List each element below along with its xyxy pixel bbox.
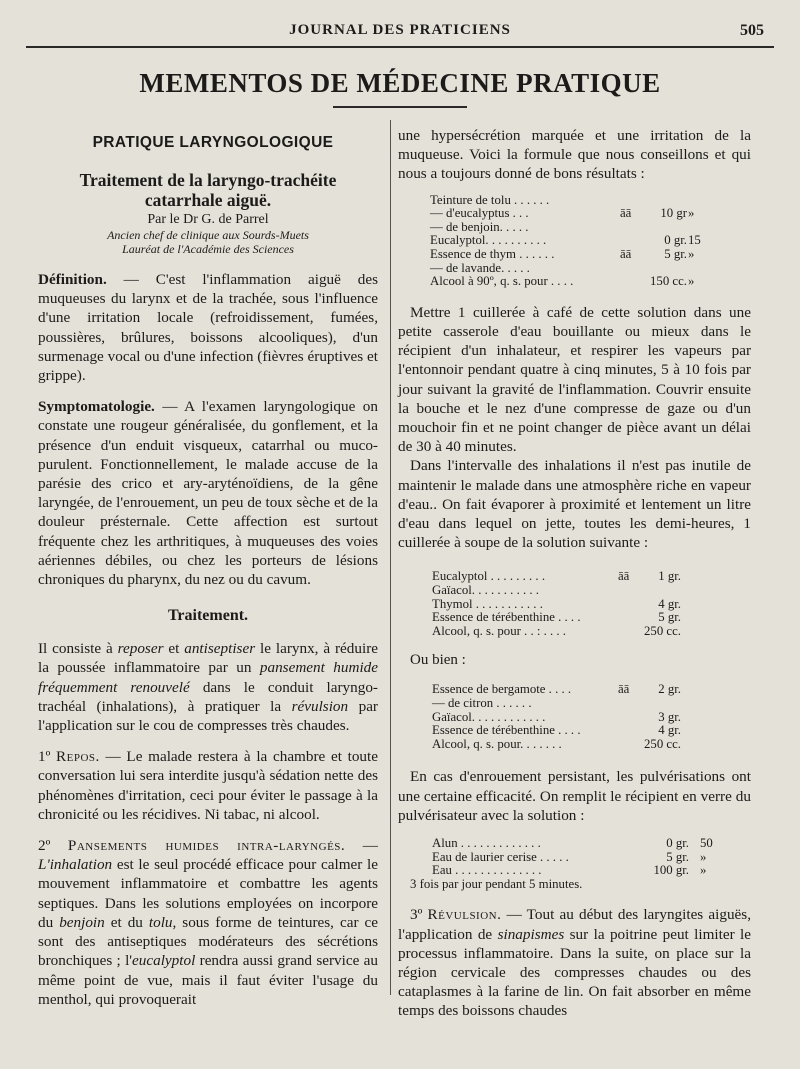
ingredient-name: Alcool, q. s. pour. . . . . . . — [432, 736, 562, 751]
ingredient-name: — de lavande. . . . . — [430, 260, 530, 275]
ingredient-quantity: 4 gr. — [658, 596, 681, 611]
pansements-number: 2º — [38, 837, 68, 855]
header-rule — [26, 46, 774, 48]
formula-row — [430, 275, 751, 289]
formula-intro: une hypersécrétion marquée et une irritation de la muqueuse. Voici la formule que nous conseillons et qui nous a toujours donné de bons résultats : — [398, 127, 751, 183]
symptomatology-label: Symptomatologie. — [38, 398, 155, 416]
pansements-label: Pansements humides intra-laryngés. — [67, 837, 346, 855]
ingredient-name: Eucalyptol . . . . . . . . . — [432, 569, 546, 584]
pansements-text-2: et du — [104, 913, 149, 931]
treatment-text-1: Il consiste à — [38, 640, 118, 658]
quantity-fraction: » — [688, 274, 695, 289]
revulsion-em-sinapismes: sinapismes — [497, 925, 565, 943]
ingredient-name: Gaïacol. . . . . . . . . . . — [432, 583, 539, 597]
ingredient-quantity: 0 gr. — [664, 233, 687, 248]
revulsion-text-2: sur la poitrine peut limiter le processus inflammatoire. Dans la suite, on place sur la région cervicale des compresses chaudes ou des cataplasmes à la farine de lin. On fait absorber en même temps des boissons chaudes — [398, 925, 751, 1020]
formula-row — [430, 234, 751, 248]
ana-mark: āā — [620, 206, 632, 221]
running-header — [26, 22, 774, 44]
inhalation-instructions: Mettre 1 cuillerée à café de cette solution dans une petite casserole d'eau bouillante ou mieux dans le récipient d'un inhalateur, et respirer les vapeurs par l'entonnoir pendant quatre à cinq minutes, 5 à 10 fois par jour suivant la gravité de l'inflammation. Couvrir ensuite la bouche et le nez d'une compresse de gaze ou d'un mouchoir fin et ne point changer de pièce avant un délai de 30 à 40 minutes. — [398, 303, 751, 456]
ingredient-name: Essence de térébenthine . . . . — [432, 610, 581, 625]
ingredient-name: — d'eucalyptus . . . — [430, 206, 529, 221]
ingredient-name: Eucalyptol. . . . . . . . . . — [430, 233, 547, 248]
pansements-text-3: , sous forme de teintures, car ce sont des antiseptiques modérateurs des sécrétions bronchiques ; l' — [38, 913, 378, 970]
ingredient-name: Teinture de tolu . . . . . . — [430, 192, 550, 207]
main-title: MEMENTOS DE MÉDECINE PRATIQUE — [139, 68, 661, 98]
formula-row — [430, 194, 751, 208]
ana-mark: āā — [620, 246, 632, 261]
treatment-em-pansement: pansement humide fréquemment renouvelé — [38, 659, 379, 696]
quantity-fraction: » — [700, 849, 707, 864]
treatment-text-4: dans le conduit laryngo-trachéal (inhalations), à pratiquer la — [38, 678, 378, 715]
ingredient-quantity: 5 gr. — [664, 246, 687, 261]
pansements-em-tolu: tolu — [148, 913, 173, 931]
formula-row — [432, 598, 751, 612]
ingredient-quantity: 250 cc. — [644, 736, 681, 751]
article-title — [38, 170, 378, 210]
symptomatology-paragraph — [38, 397, 378, 589]
ingredient-quantity: 10 gr — [660, 206, 687, 221]
treatment-em-revulsion: révulsion — [291, 697, 349, 715]
formula-row — [432, 570, 751, 584]
revulsion-text-1: — Tout au début des laryngites aiguës, l'application de — [398, 906, 751, 943]
ingredient-quantity: 3 gr. — [658, 709, 681, 724]
treatment-heading: Traitement. — [167, 607, 249, 625]
ingredient-name: Thymol . . . . . . . . . . . — [432, 596, 543, 611]
pansements-em-benjoin: benjoin — [59, 913, 105, 931]
right-column — [398, 120, 751, 1021]
repos-label: Repos. — [56, 748, 100, 766]
ingredient-quantity: 5 gr. — [658, 610, 681, 625]
revulsion-number: 3º — [410, 906, 428, 924]
treatment-text-2: et — [163, 640, 185, 658]
ingredient-quantity: 2 gr. — [658, 682, 681, 697]
treatment-em-reposer: reposer — [117, 640, 164, 658]
formula-row — [432, 724, 751, 738]
definition-text: — C'est l'inflammation aiguë des muqueuses du larynx et de la trachée, sous l'influence d'une irritation locale (refroidissement, fumées, poussières, brûlures, boissons alcooliques), d'un surmenage vocal ou d'une infection (fièvres éruptives et grippe). — [38, 271, 378, 385]
section-heading: PRATIQUE LARYNGOLOGIQUE — [92, 134, 334, 151]
quantity-fraction: » — [688, 246, 695, 261]
pansements-em-eucalyptol: eucalyptol — [132, 952, 196, 970]
ingredient-quantity: 100 gr. — [653, 863, 689, 878]
ana-mark: āā — [618, 569, 630, 584]
ingredient-name: — de benjoin. . . . . — [430, 219, 529, 234]
left-column — [38, 120, 378, 1009]
repos-paragraph — [38, 747, 378, 824]
definition-paragraph — [38, 270, 378, 385]
article-title-line2: catarrhale aiguë. — [144, 190, 272, 210]
ingredient-quantity: 4 gr. — [658, 723, 681, 738]
ingredient-name: Alcool, q. s. pour . . : . . . . — [432, 623, 567, 638]
formula-evaporation — [398, 570, 751, 638]
article-author: Par le Dr G. de Parrel — [147, 212, 269, 227]
formula-alternative — [398, 683, 751, 751]
formula-row — [432, 738, 751, 752]
quantity-fraction: » — [700, 863, 707, 878]
pulverisation-paragraph: En cas d'enrouement persistant, les pulvérisations ont une certaine efficacité. On remplit le récipient en verre du pulvérisateur avec la solution : — [398, 768, 751, 824]
formula-row — [432, 837, 751, 851]
pansements-paragraph — [38, 836, 378, 1009]
pansements-text-4: rendra aussi grand service au même point de vue, mais il faut éviter l'usage du menthol, qui provoquerait — [38, 952, 378, 1008]
formula-row — [430, 262, 751, 276]
formula-row — [432, 584, 751, 598]
definition-label: Définition. — [38, 271, 107, 288]
pansements-text-1: est le seul procédé efficace pour calmer le mouvement inflammatoire et combattre les agents septiques. Dans les solutions employées on incorpore du — [38, 856, 378, 931]
ingredient-quantity: 150 cc. — [650, 274, 687, 289]
ingredient-name: Eau . . . . . . . . . . . . . . — [432, 863, 542, 878]
ingredient-name: Alcool à 90º, q. s. pour . . . . — [430, 274, 574, 289]
article-title-line1: Traitement de la laryngo-trachéite — [79, 170, 337, 190]
formula-row — [432, 611, 751, 625]
formula-row — [432, 711, 751, 725]
repos-number: 1º — [38, 748, 57, 766]
formula-row — [432, 625, 751, 639]
ingredient-name: Gaïacol. . . . . . . . . . . . — [432, 709, 546, 724]
ingredient-name: — de citron . . . . . . — [432, 695, 532, 710]
ingredient-name: Essence de térébenthine . . . . — [432, 723, 581, 738]
treatment-text-3: le larynx, à réduire la poussée inflammatoire par un — [38, 640, 378, 677]
formula-row — [432, 697, 751, 711]
ingredient-name: Essence de bergamote . . . . — [432, 682, 572, 697]
atmosphere-instructions: Dans l'intervalle des inhalations il n'est pas inutile de maintenir le malade dans une atmosphère riche en vapeur d'eau.. On fait évaporer à proximité et lentement un litre d'eau dans lequel on jette, toutes les demi-heures, 1 cuillerée à soupe de la solution suivante : — [398, 457, 751, 552]
quantity-fraction: 50 — [700, 835, 713, 850]
formula-row — [430, 221, 751, 235]
ana-mark: āā — [618, 682, 630, 697]
formula-row — [432, 683, 751, 697]
quantity-fraction: 15 — [688, 233, 701, 248]
running-title: JOURNAL DES PRATICIENS — [289, 22, 511, 38]
ingredient-name: Essence de thym . . . . . . — [430, 246, 555, 261]
quantity-fraction: » — [688, 206, 695, 221]
pansements-em-inhalation: L'inhalation — [38, 856, 113, 874]
formula-row — [432, 851, 751, 865]
treatment-text-5: par l'application sur le cou de compresses très chaudes. — [38, 697, 378, 735]
formula-row — [432, 864, 751, 878]
revulsion-label: Révulsion. — [427, 906, 502, 924]
ou-bien: Ou bien : — [410, 652, 466, 669]
ingredient-name: Alun . . . . . . . . . . . . . — [432, 835, 541, 850]
treatment-paragraph — [38, 639, 378, 735]
author-affiliation-1: Ancien chef de clinique aux Sourds-Muets — [107, 228, 309, 242]
pansements-dash: — — [345, 837, 378, 855]
formula-inhalation — [398, 194, 751, 289]
formula-pulverisation — [398, 837, 751, 878]
ingredient-quantity: 250 cc. — [644, 623, 681, 638]
ingredient-quantity: 0 gr. — [666, 835, 689, 850]
page-number: 505 — [740, 22, 764, 39]
formula-row — [430, 248, 751, 262]
revulsion-paragraph — [398, 905, 751, 1020]
column-divider — [390, 120, 391, 995]
formula-row — [430, 207, 751, 221]
title-rule — [333, 106, 467, 108]
ingredient-name: Eau de laurier cerise . . . . . — [432, 849, 569, 864]
treatment-em-antiseptiser: antiseptiser — [184, 640, 256, 658]
formula-note: 3 fois par jour pendant 5 minutes. — [410, 876, 583, 891]
repos-text: — Le malade restera à la chambre et toute conversation lui sera interdite jusqu'à sédation nette des phénomènes d'irritation, ceci pour éviter le passage à la chronicité ou les récidives. Ni tabac, ni alcool. — [38, 748, 378, 823]
author-affiliation-2: Lauréat de l'Académie des Sciences — [122, 242, 294, 256]
ingredient-quantity: 5 gr. — [666, 849, 689, 864]
symptomatology-text: — A l'examen laryngologique on constate une rougeur généralisée, du gonflement, et la présence d'un enduit visqueux, catarrhal ou muco-purulent. Fonctionnellement, le malade accuse de la parésie des crico et ary-aryténoïdiens, de la gêne laryngée, de l'enrouement, un peu de toux sèche et de la douleur présternale. Cette affection est surtout fréquente chez les arthritiques, à muqueuses des voies aériennes débiles, ou chez les porteurs de lésions chroniques du pharynx, du nez ou du cavum. — [38, 398, 378, 589]
ingredient-quantity: 1 gr. — [658, 569, 681, 584]
